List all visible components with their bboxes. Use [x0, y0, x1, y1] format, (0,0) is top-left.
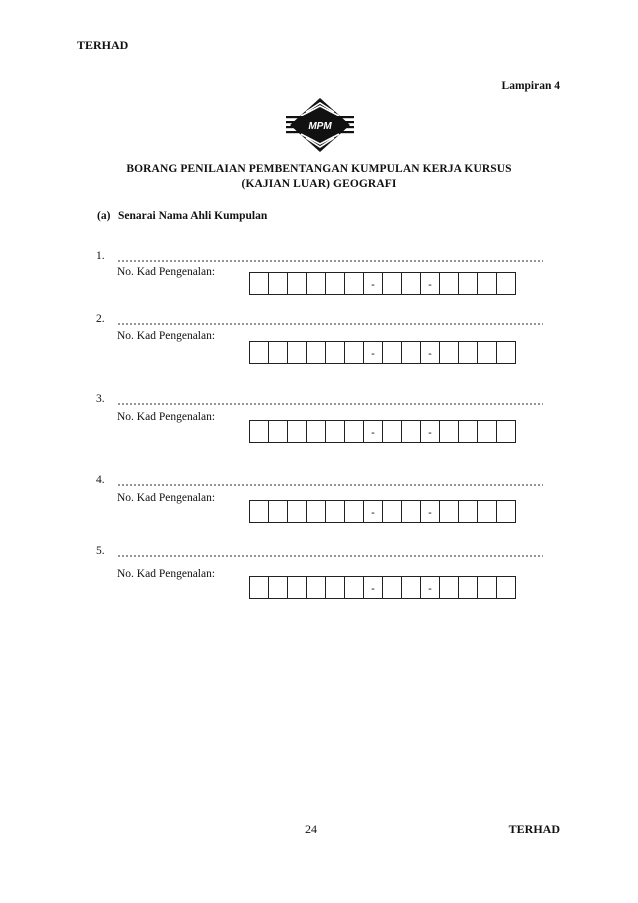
- ic-digit-box[interactable]: [496, 272, 516, 295]
- member-number: 2.: [96, 313, 105, 325]
- ic-digit-box[interactable]: [477, 341, 497, 364]
- ic-separator-box: -: [363, 272, 383, 295]
- ic-digit-box[interactable]: [325, 576, 345, 599]
- ic-separator-box: -: [363, 420, 383, 443]
- ic-digit-box[interactable]: [268, 272, 288, 295]
- page-number: 24: [305, 822, 317, 836]
- ic-digit-box[interactable]: [458, 272, 478, 295]
- ic-label: No. Kad Pengenalan:: [117, 492, 216, 504]
- ic-separator-box: -: [420, 420, 440, 443]
- ic-digit-box[interactable]: [344, 576, 364, 599]
- ic-digit-box[interactable]: [306, 576, 326, 599]
- ic-separator-box: -: [363, 500, 383, 523]
- ic-digit-box[interactable]: [268, 420, 288, 443]
- ic-digit-box[interactable]: [477, 420, 497, 443]
- ic-digit-box[interactable]: [325, 272, 345, 295]
- ic-digit-box[interactable]: [287, 272, 307, 295]
- ic-digit-box[interactable]: [268, 576, 288, 599]
- ic-digit-box[interactable]: [287, 500, 307, 523]
- ic-digit-box[interactable]: [249, 272, 269, 295]
- ic-label: No. Kad Pengenalan:: [117, 568, 216, 580]
- attachment-label: Lampiran 4: [501, 80, 560, 92]
- ic-separator-box: -: [420, 341, 440, 364]
- ic-digit-box[interactable]: [268, 500, 288, 523]
- ic-digit-box[interactable]: [496, 341, 516, 364]
- ic-number-boxes[interactable]: [249, 576, 516, 599]
- ic-digit-box[interactable]: [249, 341, 269, 364]
- ic-digit-box[interactable]: [439, 576, 459, 599]
- ic-digit-box[interactable]: [382, 576, 402, 599]
- section-title: Senarai Nama Ahli Kumpulan: [118, 210, 268, 222]
- ic-digit-box[interactable]: [477, 500, 497, 523]
- ic-separator-box: -: [363, 341, 383, 364]
- ic-digit-box[interactable]: [325, 341, 345, 364]
- ic-digit-box[interactable]: [477, 576, 497, 599]
- ic-digit-box[interactable]: [439, 420, 459, 443]
- form-title-line-2: (KAJIAN LUAR) GEOGRAFI: [241, 178, 397, 190]
- ic-digit-box[interactable]: [249, 576, 269, 599]
- member-number: 1.: [96, 250, 105, 262]
- name-dotted-line[interactable]: [117, 260, 543, 262]
- ic-digit-box[interactable]: [496, 420, 516, 443]
- mpm-logo-text: MPM: [308, 121, 332, 132]
- ic-digit-box[interactable]: [439, 341, 459, 364]
- ic-digit-box[interactable]: [401, 272, 421, 295]
- ic-number-boxes[interactable]: [249, 272, 516, 295]
- ic-digit-box[interactable]: [344, 341, 364, 364]
- ic-number-boxes[interactable]: [249, 341, 516, 364]
- ic-label: No. Kad Pengenalan:: [117, 330, 216, 342]
- name-dotted-line[interactable]: [117, 555, 543, 557]
- ic-digit-box[interactable]: [306, 272, 326, 295]
- ic-separator-box: -: [420, 500, 440, 523]
- ic-digit-box[interactable]: [306, 341, 326, 364]
- ic-digit-box[interactable]: [325, 420, 345, 443]
- mpm-logo: [286, 96, 354, 154]
- ic-digit-box[interactable]: [344, 420, 364, 443]
- ic-separator-box: -: [363, 576, 383, 599]
- ic-digit-box[interactable]: [458, 576, 478, 599]
- ic-digit-box[interactable]: [401, 500, 421, 523]
- ic-digit-box[interactable]: [458, 500, 478, 523]
- ic-digit-box[interactable]: [401, 576, 421, 599]
- ic-digit-box[interactable]: [458, 420, 478, 443]
- ic-label: No. Kad Pengenalan:: [117, 411, 216, 423]
- ic-number-boxes[interactable]: [249, 500, 516, 523]
- ic-digit-box[interactable]: [382, 500, 402, 523]
- ic-digit-box[interactable]: [268, 341, 288, 364]
- ic-digit-box[interactable]: [249, 420, 269, 443]
- ic-digit-box[interactable]: [287, 341, 307, 364]
- ic-digit-box[interactable]: [439, 500, 459, 523]
- ic-digit-box[interactable]: [382, 272, 402, 295]
- ic-digit-box[interactable]: [249, 500, 269, 523]
- ic-digit-box[interactable]: [496, 500, 516, 523]
- ic-digit-box[interactable]: [439, 272, 459, 295]
- ic-separator-box: -: [420, 576, 440, 599]
- name-dotted-line[interactable]: [117, 323, 543, 325]
- form-title-line-1: BORANG PENILAIAN PEMBENTANGAN KUMPULAN KERJA KURSUS: [126, 163, 512, 175]
- name-dotted-line[interactable]: [117, 484, 543, 486]
- ic-digit-box[interactable]: [382, 341, 402, 364]
- footer-classification: TERHAD: [508, 822, 560, 836]
- ic-digit-box[interactable]: [344, 500, 364, 523]
- header-classification: TERHAD: [77, 38, 129, 52]
- ic-number-boxes[interactable]: [249, 420, 516, 443]
- ic-digit-box[interactable]: [306, 500, 326, 523]
- ic-digit-box[interactable]: [401, 420, 421, 443]
- ic-digit-box[interactable]: [344, 272, 364, 295]
- section-label: (a): [97, 210, 111, 222]
- ic-digit-box[interactable]: [401, 341, 421, 364]
- ic-digit-box[interactable]: [306, 420, 326, 443]
- ic-digit-box[interactable]: [477, 272, 497, 295]
- ic-digit-box[interactable]: [458, 341, 478, 364]
- ic-digit-box[interactable]: [496, 576, 516, 599]
- name-dotted-line[interactable]: [117, 403, 543, 405]
- member-number: 5.: [96, 545, 105, 557]
- ic-digit-box[interactable]: [382, 420, 402, 443]
- ic-separator-box: -: [420, 272, 440, 295]
- member-number: 3.: [96, 393, 105, 405]
- member-number: 4.: [96, 474, 105, 486]
- ic-digit-box[interactable]: [287, 420, 307, 443]
- ic-digit-box[interactable]: [325, 500, 345, 523]
- ic-label: No. Kad Pengenalan:: [117, 266, 216, 278]
- ic-digit-box[interactable]: [287, 576, 307, 599]
